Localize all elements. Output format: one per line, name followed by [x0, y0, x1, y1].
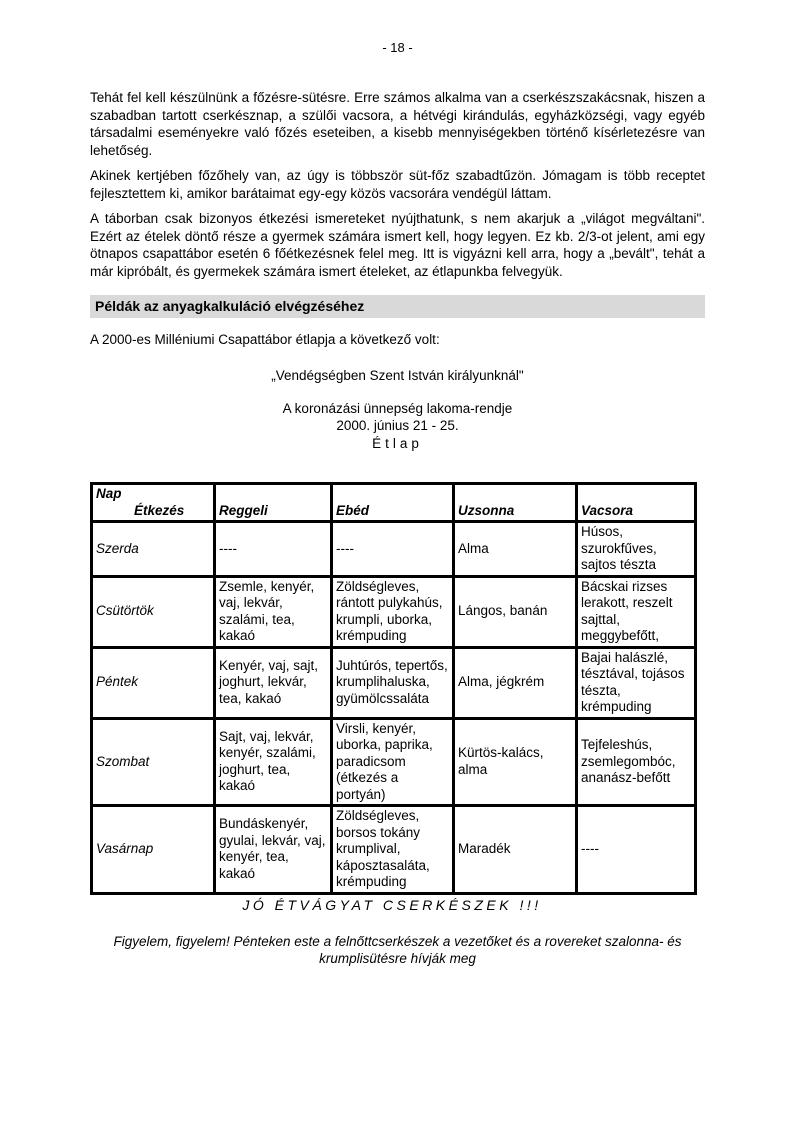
menu-cell: Húsos, szurokfűves, sajtos tészta	[577, 522, 696, 577]
table-row	[92, 806, 696, 894]
menu-cell: ----	[577, 806, 696, 894]
menu-cell: Bajai halászlé, tésztával, tojásos tészta, krémpuding	[577, 647, 696, 718]
menu-cell: Juhtúrós, tepertős, krumplihaluska, gyümölcssaláta	[332, 647, 454, 718]
menu-cell: Lángos, banán	[454, 576, 577, 647]
menu-cell: Alma, jégkrém	[454, 647, 577, 718]
day-cell: Szombat	[92, 718, 215, 806]
menu-cell: Kürtös-kalács, alma	[454, 718, 577, 806]
day-cell: Péntek	[92, 647, 215, 718]
menu-cell: Alma	[454, 522, 577, 577]
menu-cell: Bácskai rizses lerakott, reszelt sajttal, meggybefőtt,	[577, 576, 696, 647]
menu-subtitle-2: 2000. június 21 - 25.	[336, 418, 459, 433]
menu-cell: ----	[215, 522, 332, 577]
menu-table	[90, 482, 697, 895]
menu-cell: Virsli, kenyér, uborka, paprika, paradicsom (étkezés a portyán)	[332, 718, 454, 806]
menu-quote-title: „Vendégségben Szent István királyunknál"	[271, 368, 524, 383]
table-row	[92, 647, 696, 718]
corner-label-nap: Nap	[96, 486, 122, 501]
menu-subtitle-1: A koronázási ünnepség lakoma-rendje	[282, 400, 513, 416]
menu-cell: Zöldségleves, rántott pulykahús, krumpli, uborka, krémpuding	[332, 576, 454, 647]
menu-subtitle-etlap: Étlap	[372, 435, 423, 451]
notice-line: Figyelem, figyelem! Pénteken este a felnőttcserkészek a vezetőket és a rovereket szalonna- és krumplisütésre hívják meg	[113, 933, 682, 966]
column-header-uzsonna: Uzsonna	[454, 484, 577, 522]
table-corner-cell	[92, 484, 215, 522]
menu-cell: Bundáskenyér, gyulai, lekvár, vaj, kenyér, tea, kakaó	[215, 806, 332, 894]
paragraph-1: Tehát fel kell készülnünk a főzésre-sütésre. Erre számos alkalma van a cserkészszakácsnak, hiszen a szabadban tartott cserkésznap, a szülői vacsora, a hétvégi kirándulás, egyházközségi, vagy egyéb társadalmi eseményekre való főzés eseteiben, a kisebb mennyiségekben történő kísérletezésre van lehetőség.	[90, 90, 705, 158]
column-header-vacsora: Vacsora	[577, 484, 696, 522]
table-row	[92, 576, 696, 647]
menu-cell: Kenyér, vaj, sajt, joghurt, lekvár, tea, kakaó	[215, 647, 332, 718]
day-cell: Csütörtök	[92, 576, 215, 647]
day-cell: Vasárnap	[92, 806, 215, 894]
menu-cell: Tejfeleshús, zsemlegombóc, ananász-befőtt	[577, 718, 696, 806]
section-heading: Példák az anyagkalkuláció elvégzéséhez	[90, 295, 705, 318]
menu-cell: Sajt, vaj, lekvár, kenyér, szalámi, joghurt, tea, kakaó	[215, 718, 332, 806]
corner-label-etkezes: Étkezés	[134, 502, 185, 518]
table-row	[92, 522, 696, 577]
paragraph-2: Akinek kertjében főzőhely van, az úgy is többször süt-főz szabadtűzön. Jómagam is több receptet fejlesztettem ki, amikor barátaimat egy-egy közös vacsorára vendégül láttam.	[90, 168, 705, 201]
table-row	[92, 718, 696, 806]
table-header-row	[92, 484, 696, 522]
day-cell: Szerda	[92, 522, 215, 577]
menu-cell: Maradék	[454, 806, 577, 894]
section-intro: A 2000-es Milléniumi Csapattábor étlapja a következő volt:	[90, 332, 440, 347]
menu-cell: Zöldségleves, borsos tokány krumplival, káposztasaláta, krémpuding	[332, 806, 454, 894]
page-number: - 18 -	[382, 40, 413, 55]
bon-appetit-line: JÓ ÉTVÁGYAT CSERKÉSZEK !!!	[242, 896, 542, 913]
paragraph-3: A táborban csak bizonyos étkezési ismereteket nyújthatunk, s nem akarjuk a „világot megváltani". Ezért az ételek döntő része a gyermek számára ismert kell, hogy legyen. Ez kb. 2/3-ot jelent, ami egy ötnapos csapattábor esetén 6 főétkezésnek felel meg. Itt is vigyázni kell arra, hogy a „bevált", tehát a már kipróbált, és gyermekek számára ismert ételeket, az étlapunkba felvegyük.	[90, 211, 705, 279]
column-header-ebed: Ebéd	[332, 484, 454, 522]
menu-cell: ----	[332, 522, 454, 577]
menu-cell: Zsemle, kenyér, vaj, lekvár, szalámi, tea, kakaó	[215, 576, 332, 647]
column-header-reggeli: Reggeli	[215, 484, 332, 522]
